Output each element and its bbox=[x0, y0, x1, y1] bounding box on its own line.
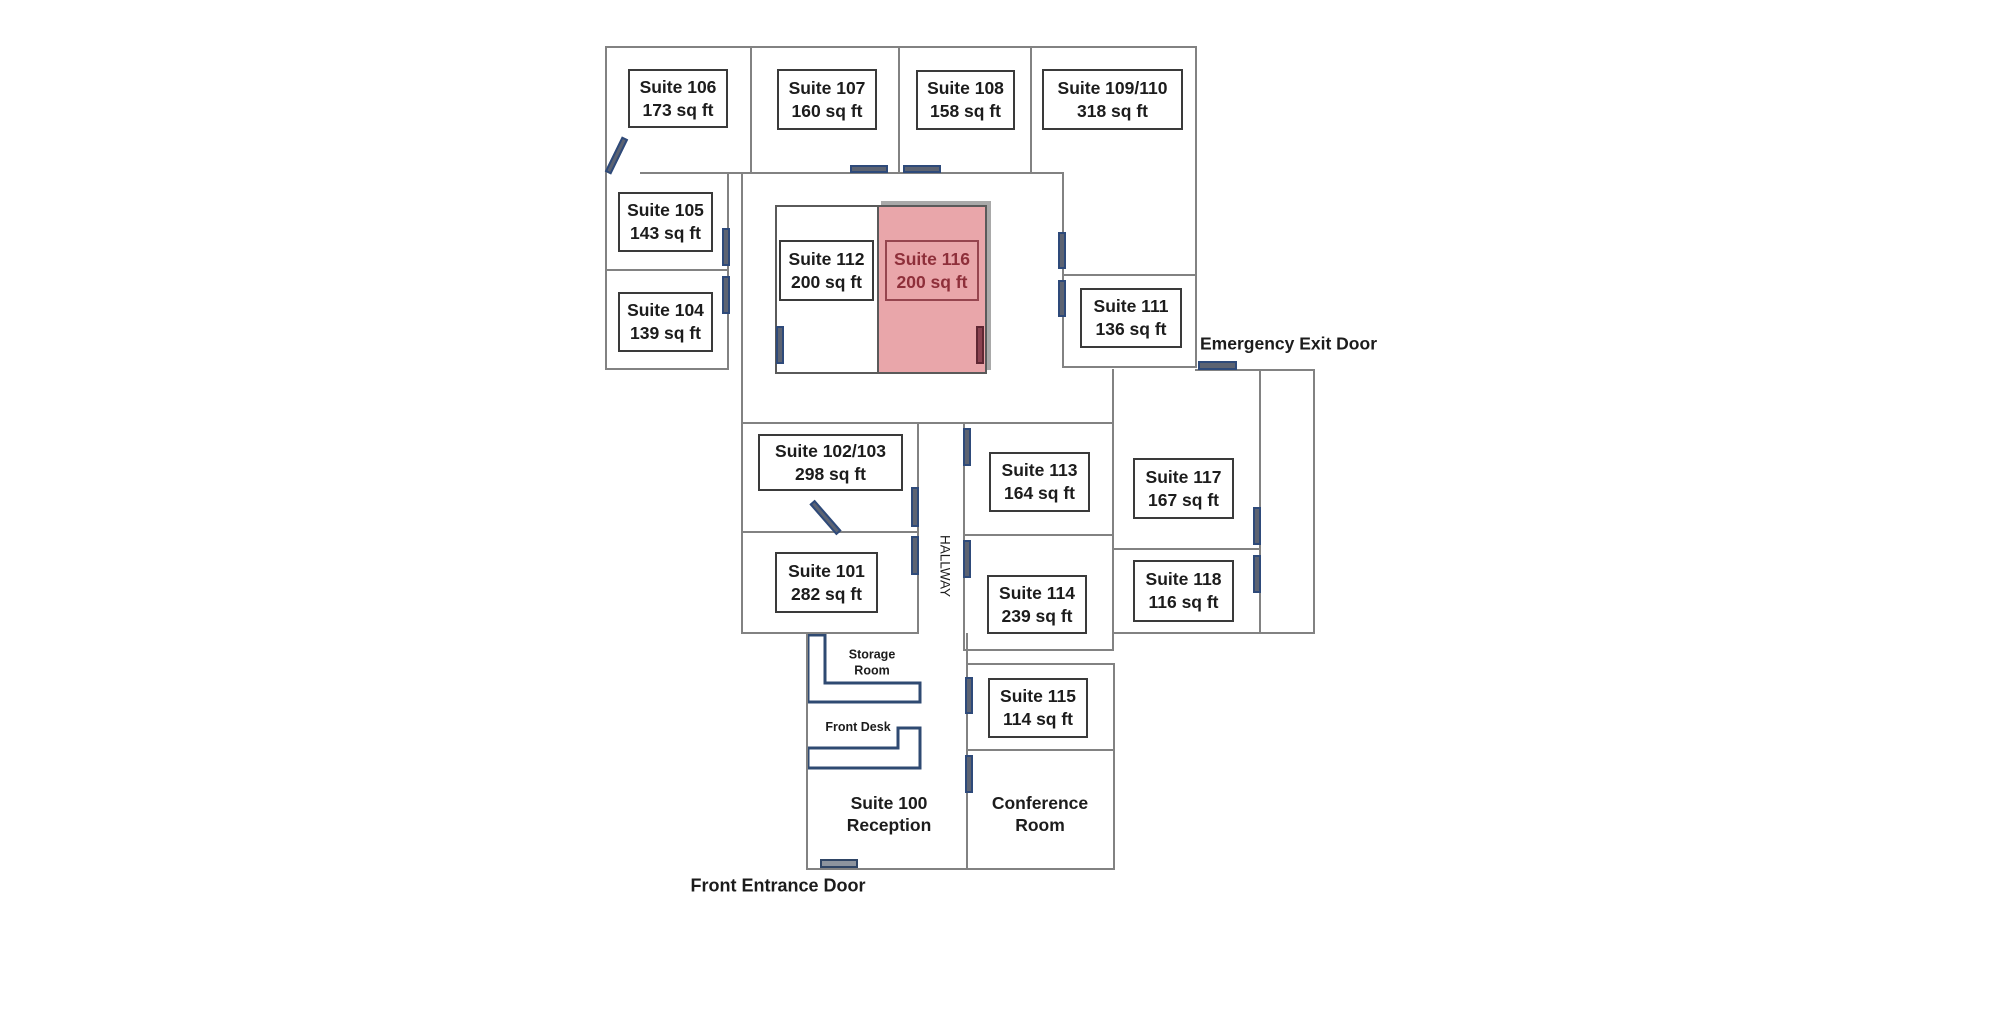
suite-102-103-label bbox=[758, 434, 903, 491]
suite-104-door bbox=[722, 276, 730, 314]
suite-105-label-line: Suite 105 bbox=[627, 200, 704, 221]
front-entrance-door bbox=[820, 859, 858, 868]
suite-100-reception-label-line: Reception bbox=[846, 815, 932, 835]
suite-112-label-line: Suite 112 bbox=[788, 248, 865, 269]
wall-vertical bbox=[806, 633, 808, 870]
wall-horizontal bbox=[605, 46, 1197, 48]
wall-vertical bbox=[917, 422, 919, 634]
suite-118-label-line: Suite 118 bbox=[1145, 569, 1222, 590]
wall-horizontal bbox=[605, 269, 729, 271]
suite-113-door bbox=[963, 428, 971, 466]
wall-horizontal bbox=[1112, 548, 1261, 550]
suite-112-label-line: 200 sq ft bbox=[791, 271, 862, 292]
suite-117-label-line: Suite 117 bbox=[1145, 466, 1222, 487]
suite-107-label-line: Suite 107 bbox=[788, 77, 866, 98]
suite-100-reception-label-line: Suite 100 bbox=[850, 793, 928, 814]
suite-118-label-line: 116 sq ft bbox=[1148, 592, 1219, 612]
conference-room-door bbox=[965, 755, 973, 793]
suite-113-label-line: Suite 113 bbox=[1001, 460, 1078, 481]
suite-101-label-line: Suite 101 bbox=[788, 560, 865, 581]
wall-vertical bbox=[1112, 369, 1114, 651]
suite-102-103-door bbox=[911, 487, 919, 527]
suite-106-label-line: 173 sq ft bbox=[642, 99, 714, 120]
wall-vertical bbox=[898, 46, 900, 174]
conference-room-label bbox=[992, 793, 1088, 837]
suite-115-label bbox=[988, 678, 1088, 738]
suite-113-label bbox=[989, 452, 1090, 512]
suite-114-door bbox=[963, 540, 971, 578]
suite-116-label-line: 200 sq ft bbox=[896, 271, 968, 292]
suite-114-label-line: Suite 114 bbox=[999, 582, 1075, 603]
suite-118-label bbox=[1133, 560, 1234, 622]
suite-102-103-label-line: Suite 102/103 bbox=[775, 440, 886, 461]
suite-106-label bbox=[628, 69, 728, 128]
wall-horizontal bbox=[605, 368, 729, 370]
suite-108-label-line: 158 sq ft bbox=[930, 101, 1001, 121]
wall-horizontal bbox=[966, 868, 1115, 870]
front-entrance-door-label: Front Entrance Door bbox=[690, 875, 866, 896]
wall-vertical bbox=[966, 633, 968, 870]
wall-horizontal bbox=[741, 422, 1114, 424]
wall-horizontal bbox=[966, 749, 1115, 751]
suite-106-entry-door bbox=[605, 136, 628, 174]
storage-room-label-line: Room bbox=[854, 663, 890, 677]
suite-100-reception-label bbox=[847, 793, 932, 837]
wall-horizontal bbox=[966, 663, 1115, 665]
suite-118-door bbox=[1253, 555, 1261, 593]
suite-114-label bbox=[987, 575, 1087, 634]
wall-horizontal bbox=[806, 868, 968, 870]
suite-117-door bbox=[1253, 507, 1261, 545]
suite-104-label bbox=[618, 292, 713, 352]
suite-108-label-line: Suite 108 bbox=[927, 78, 1004, 99]
suite-109-110-door bbox=[1058, 232, 1066, 269]
suite-104-label-line: Suite 104 bbox=[627, 300, 704, 321]
suite-109-110-label bbox=[1042, 69, 1183, 130]
wall-horizontal bbox=[741, 632, 919, 634]
suite-107-door bbox=[850, 165, 888, 173]
suite-111-door bbox=[1058, 280, 1066, 317]
suite-115-label-line: 114 sq ft bbox=[1002, 709, 1074, 729]
storage-room-label-line: Storage bbox=[848, 647, 896, 662]
suite-115-label-line: Suite 115 bbox=[1000, 686, 1076, 707]
wall-horizontal bbox=[1063, 366, 1196, 368]
wall-vertical bbox=[741, 172, 743, 634]
wall-vertical bbox=[1195, 46, 1197, 368]
wall-horizontal bbox=[741, 531, 919, 533]
suite-104-label-line: 139 sq ft bbox=[630, 323, 701, 343]
wall-vertical bbox=[1030, 46, 1032, 174]
suite-113-label-line: 164 sq ft bbox=[1004, 483, 1075, 503]
suite-107-label-line: 160 sq ft bbox=[791, 100, 863, 121]
suite-109-110-label-line: Suite 109/110 bbox=[1057, 77, 1168, 98]
wall-horizontal bbox=[963, 534, 1114, 536]
suite-114-label-line: 239 sq ft bbox=[1001, 605, 1073, 626]
conference-room-label-line: Room bbox=[1015, 815, 1065, 835]
wall-vertical bbox=[1313, 369, 1315, 634]
emergency-exit-door-label: Emergency Exit Door bbox=[1200, 333, 1377, 354]
suite-116-door bbox=[976, 326, 984, 364]
suite-108-door bbox=[903, 165, 941, 173]
wall-vertical bbox=[1113, 663, 1115, 870]
suite-115-door bbox=[965, 677, 973, 714]
suite-111-label-line: 136 sq ft bbox=[1095, 319, 1167, 339]
suite-107-label bbox=[777, 69, 877, 130]
suite-108-label bbox=[916, 70, 1015, 130]
wall-horizontal bbox=[1063, 274, 1196, 276]
suite-111-label bbox=[1080, 288, 1182, 348]
suite-101-door bbox=[911, 536, 919, 575]
wall-vertical bbox=[750, 46, 752, 174]
wall-horizontal bbox=[1112, 632, 1315, 634]
suite-117-label-line: 167 sq ft bbox=[1148, 489, 1219, 510]
wall-vertical bbox=[727, 172, 729, 370]
suite-111-label-line: Suite 111 bbox=[1093, 296, 1169, 317]
suite-109-110-label-line: 318 sq ft bbox=[1077, 100, 1148, 121]
suite-105-door bbox=[722, 228, 730, 266]
suite-116-label bbox=[885, 240, 979, 301]
wall-vertical bbox=[1259, 369, 1261, 634]
hallway-label-line: HALLWAY bbox=[937, 534, 953, 598]
wall-vertical bbox=[1062, 172, 1064, 368]
storage-room-label bbox=[849, 647, 896, 678]
suite-112-door bbox=[776, 326, 784, 364]
wall-vertical bbox=[605, 46, 607, 370]
suite-102-103-swing-door bbox=[809, 500, 841, 536]
suite-105-label-line: 143 sq ft bbox=[630, 223, 701, 243]
conference-room-label-line: Conference bbox=[991, 793, 1089, 814]
suite-117-label bbox=[1133, 458, 1234, 519]
suite-105-label bbox=[618, 192, 713, 252]
wall-horizontal bbox=[963, 649, 1114, 651]
suite-116-label-line: Suite 116 bbox=[894, 248, 970, 269]
hallway-label bbox=[936, 535, 953, 597]
suite-101-label-line: 282 sq ft bbox=[791, 583, 862, 604]
emergency-exit-door bbox=[1198, 361, 1237, 370]
front-desk-label bbox=[825, 720, 890, 736]
suite-106-label-line: Suite 106 bbox=[639, 76, 717, 97]
front-desk-label-line: Front Desk bbox=[825, 720, 891, 735]
suite-112-label bbox=[779, 240, 874, 301]
suite-101-label bbox=[775, 552, 878, 613]
suite-102-103-label-line: 298 sq ft bbox=[795, 463, 866, 484]
